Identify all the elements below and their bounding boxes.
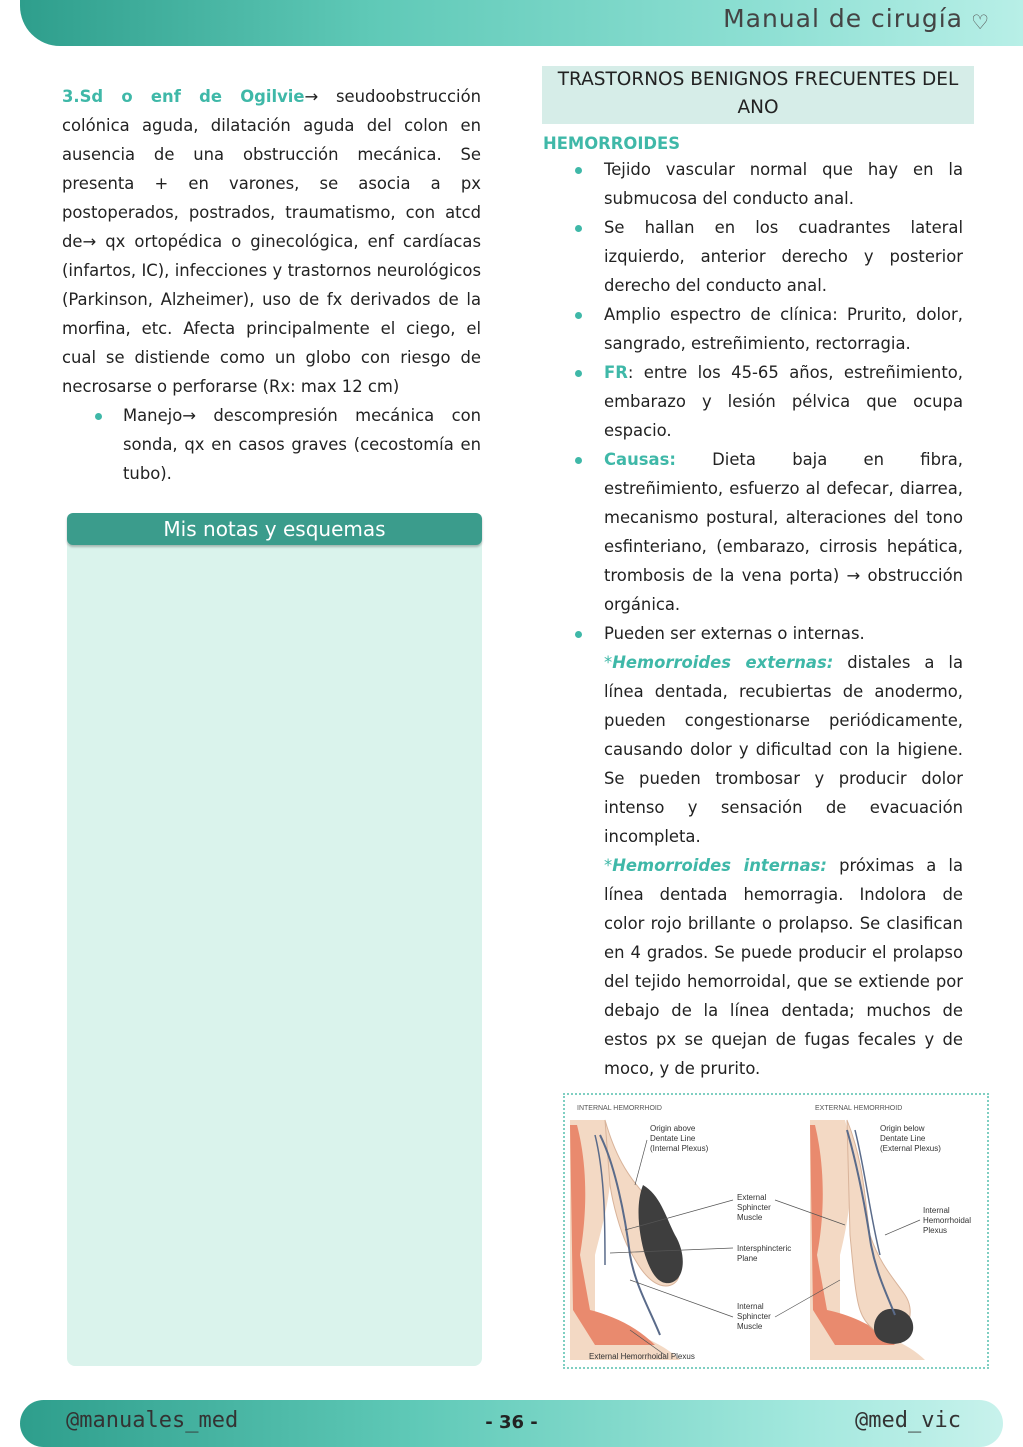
section-title-box: TRASTORNOS BENIGNOS FRECUENTES DEL ANO: [542, 66, 974, 124]
hemorrhoid-illustration: [563, 1093, 989, 1369]
left-column: [62, 82, 481, 488]
label-internal-hemorrhoid: INTERNAL HEMORRHOID: [577, 1105, 662, 1112]
int-text: próximas a la línea dentada hemorragia. Indolora de color rojo brillante o prolapso. Se clasifican en 4 grados. Se puede producir el prolapso del tejido hemorroidal, que se extiende por debajo de la línea dentada; muchos de estos px se quejan de fugas fecales y de moco, y de prurito.: [604, 856, 963, 1078]
ogilvie-list: [62, 401, 481, 488]
external-plexus-label: External Hemorrhoidal Plexus: [589, 1352, 695, 1361]
bullet-icon: [95, 413, 102, 420]
section-heading: HEMORROIDES: [543, 134, 681, 153]
list-item: [543, 445, 963, 619]
int-term: Hemorroides internas:: [612, 856, 827, 875]
bullet-icon: [575, 225, 582, 232]
list-item: [543, 213, 963, 300]
label-external-hemorrhoid: EXTERNAL HEMORRHOID: [815, 1105, 903, 1112]
list-item: [543, 358, 963, 445]
right-column: [543, 134, 963, 1083]
illustration-svg: [565, 1095, 987, 1367]
bullet-text: Pueden ser externas o internas.: [604, 624, 865, 643]
internal-sphincter-label: Internal Sphincter Muscle: [737, 1302, 771, 1331]
list-item: [62, 401, 481, 488]
bullet-text: Dieta baja en fibra, estreñimiento, esfuerzo al defecar, diarrea, mecanismo postural, alteraciones del tono esfinteriano, (embarazo, cirrosis hepática, trombosis de la vena porta) → obstrucción orgánica.: [604, 450, 963, 614]
list-item: [543, 155, 963, 213]
ogilvie-text: → seudoobstrucción colónica aguda, dilatación aguda del colon en ausencia de una obstrucción mecánica. Se presenta + en varones, se asocia a px postoperados, postrados, traumatismo, con atcd de→ qx ortopédica o ginecológica, enf cardíacas (infartos, IC), infecciones y trastornos neurológicos (Parkinson, Alzheimer), uso de fx derivados de la morfina, etc. Afecta principalmente el ciego, el cual se distiende como un globo con riesgo de necrosarse o perforarse (Rx: max 12 cm): [62, 87, 481, 396]
internal-plexus-label: Internal Hemorrhoidal Plexus: [923, 1206, 972, 1235]
page-number: - 36 -: [485, 1412, 538, 1433]
bullet-text: : entre los 45-65 años, estreñimiento, embarazo y lesión pélvica que ocupa espacio.: [604, 363, 963, 440]
hemorroides-list: [543, 155, 963, 1083]
notes-title: Mis notas y esquemas: [67, 513, 482, 545]
list-item: [543, 619, 963, 1083]
bullet-icon: [575, 631, 582, 638]
bullet-icon: [575, 457, 582, 464]
footer-handle-left: @manuales_med: [66, 1408, 239, 1433]
bullet-icon: [575, 167, 582, 174]
external-sphincter-label: External Sphincter Muscle: [737, 1193, 771, 1222]
bullet-text: Se hallan en los cuadrantes lateral izquierdo, anterior derecho y posterior derecho del conducto anal.: [604, 218, 963, 295]
external-hemorrhoid-drawing: [810, 1120, 925, 1360]
heart-signature-icon: ♡: [971, 12, 989, 34]
bullet-text: Amplio espectro de clínica: Prurito, dolor, sangrado, estreñimiento, rectorragia.: [604, 305, 963, 353]
ogilvie-paragraph: [62, 82, 481, 401]
origin-below-label: Origin below Dentate Line (External Plexus): [880, 1124, 941, 1153]
page-header: [0, 0, 1023, 46]
list-item: [543, 300, 963, 358]
asterisk: *: [604, 856, 613, 875]
intersphincteric-label: Intersphincteric Plane: [737, 1244, 792, 1263]
page-footer: [0, 1400, 1023, 1447]
fr-term: FR: [604, 363, 628, 382]
origin-above-label: Origin above Dentate Line (Internal Plexus): [650, 1124, 709, 1153]
internal-hemorrhoid-drawing: [570, 1120, 683, 1360]
header-title: Manual de cirugía: [723, 4, 963, 33]
ogilvie-bullet-text: Manejo→ descompresión mecánica con sonda, qx en casos graves (cecostomía en tubo).: [123, 406, 481, 483]
ext-text: distales a la línea dentada, recubiertas de anodermo, pueden congestionarse periódicamente, causando dolor y dificultad con la higiene. Se pueden trombosar y producir dolor intenso y sensación de evacuación incompleta.: [604, 653, 964, 846]
causas-term: Causas:: [604, 450, 676, 469]
bullet-icon: [575, 312, 582, 319]
asterisk: *: [604, 653, 613, 672]
bullet-text: Tejido vascular normal que hay en la submucosa del conducto anal.: [604, 160, 963, 208]
notes-box: [67, 513, 482, 1366]
bullet-icon: [575, 370, 582, 377]
ogilvie-term: 3.Sd o enf de Ogilvie: [62, 87, 305, 106]
ext-term: Hemorroides externas:: [612, 653, 834, 672]
footer-handle-right: @med_vic: [855, 1408, 961, 1433]
